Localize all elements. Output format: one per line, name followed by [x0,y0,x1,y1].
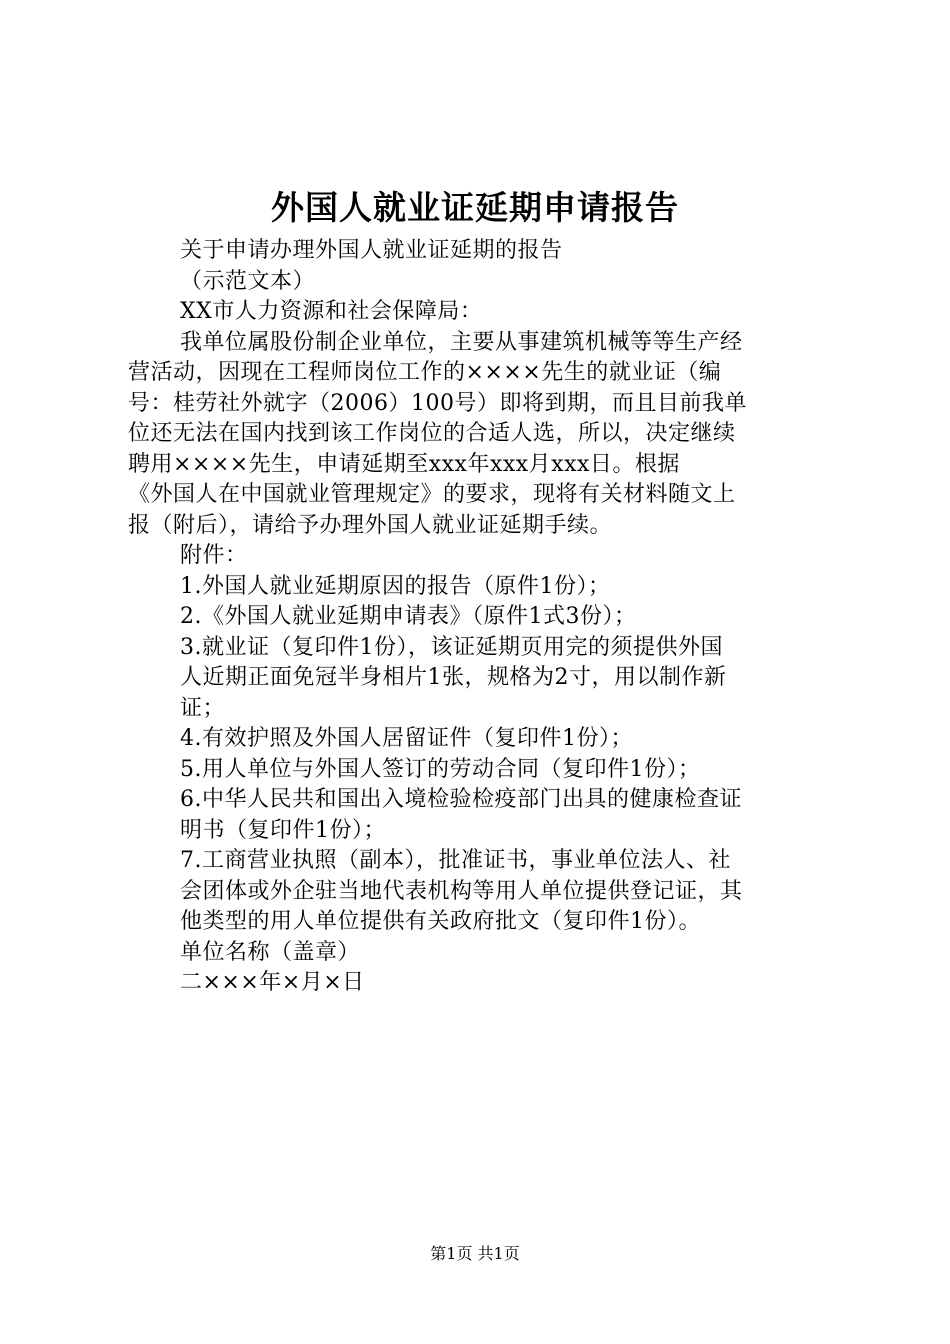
attachment-line: 3.就业证（复印件1份），该证延期页用完的须提供外国 [180,634,723,660]
attachments-label: 附件： [180,543,248,568]
attachment-line: 2.《外国人就业延期申请表》（原件1式3份）； [180,604,637,629]
attachment-item [128,602,834,633]
attachment-line: 证； [180,695,226,721]
main-paragraph [128,328,834,542]
paragraph-line: 报（附后），请给予办理外国人就业证延期手续。 [128,512,613,538]
paragraph-line: 《外国人在中国就业管理规定》的要求，现将有关材料随文上 [128,482,736,507]
page-footer: 第1页 共1页 [430,1244,520,1263]
document-subtitle: 关于申请办理外国人就业证延期的报告 [180,238,563,263]
paragraph-line: 聘用××××先生，申请延期至xxx年xxx月xxx日。根据 [128,451,680,477]
signature-line: 单位名称（盖章） [180,939,361,965]
date-line: 二×××年×月×日 [180,970,365,995]
attachment-line: 1.外国人就业延期原因的报告（原件1份）； [180,573,611,599]
attachment-line: 明书（复印件1份）； [180,817,386,843]
attachments-list [128,572,834,938]
addressee: XX市人力资源和社会保障局： [180,299,483,324]
attachment-item [128,846,834,938]
attachment-line: 会团体或外企驻当地代表机构等用人单位提供登记证，其 [180,878,743,904]
paragraph-line: 位还无法在国内找到该工作岗位的合适人选，所以，决定继续 [128,421,736,446]
document-title: 外国人就业证延期申请报告 [271,188,679,227]
attachment-line: 4.有效护照及外国人居留证件（复印件1份）； [180,726,633,751]
attachment-line: 7.工商营业执照（副本），批准证书，事业单位法人、社 [180,848,731,873]
attachment-item [128,724,834,755]
attachment-line: 6.中华人民共和国出入境检验检疫部门出具的健康检查证 [180,787,742,812]
attachment-item [128,785,834,846]
document-note: （示范文本） [180,268,316,294]
paragraph-line: 号：桂劳社外就字（2006）100号）即将到期，而且目前我单 [128,390,747,416]
attachment-line: 5.用人单位与外国人签订的劳动合同（复印件1份）； [180,756,701,782]
document-body [128,236,834,999]
attachment-item [128,755,834,786]
paragraph-line: 营活动，因现在工程师岗位工作的××××先生的就业证（编 [128,360,722,385]
attachment-line: 他类型的用人单位提供有关政府批文（复印件1份）。 [180,909,701,934]
attachment-line: 人近期正面免冠半身相片1张，规格为2寸，用以制作新 [180,665,727,690]
attachment-item [128,633,834,725]
paragraph-line: 我单位属股份制企业单位，主要从事建筑机械等等生产经 [180,329,743,355]
attachment-item [128,572,834,603]
